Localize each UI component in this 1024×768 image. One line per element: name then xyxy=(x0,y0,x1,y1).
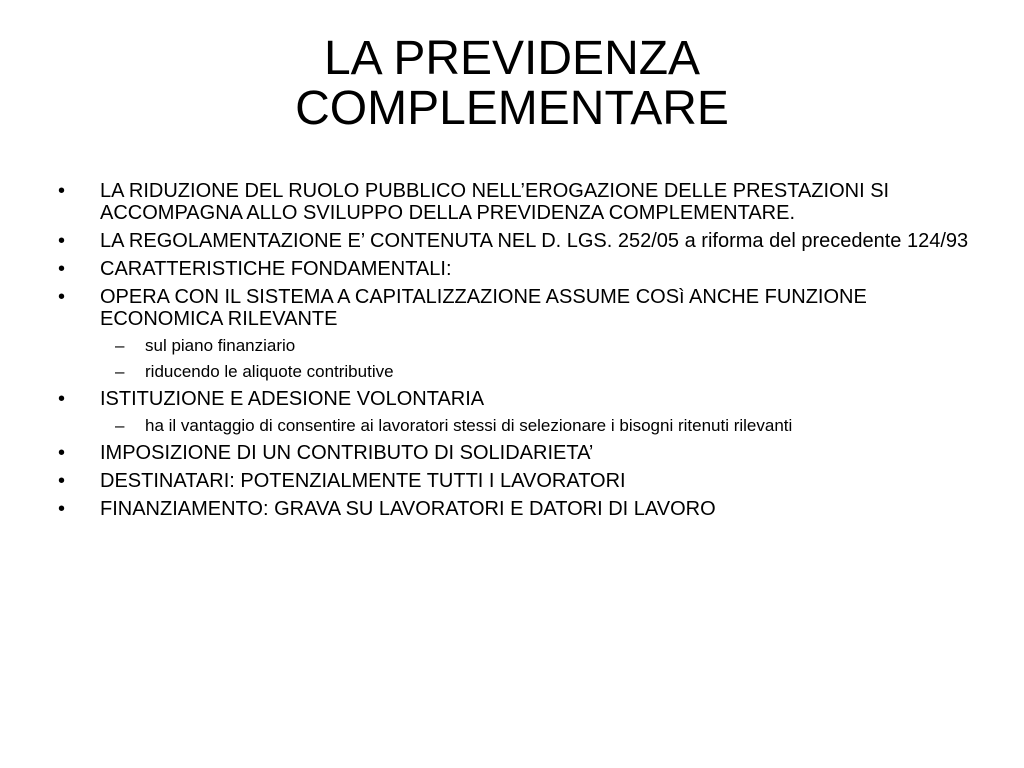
bullet-marker: • xyxy=(58,180,66,202)
bullet-text: FINANZIAMENTO: GRAVA SU LAVORATORI E DATORI DI LAVORO xyxy=(100,498,716,520)
bullet-item xyxy=(58,230,978,252)
bullet-marker: • xyxy=(58,258,66,280)
slide-title-line-2: COMPLEMENTARE xyxy=(295,82,729,135)
bullet-item xyxy=(58,498,978,520)
bullet-list xyxy=(58,180,978,526)
sub-bullet-item xyxy=(58,416,978,435)
bullet-marker: • xyxy=(58,498,66,520)
bullet-text: CARATTERISTICHE FONDAMENTALI: xyxy=(100,258,452,280)
slide-title xyxy=(0,34,1024,134)
bullet-item xyxy=(58,180,978,224)
bullet-item xyxy=(58,388,978,410)
bullet-item xyxy=(58,258,978,280)
bullet-marker: • xyxy=(58,388,66,410)
bullet-text: IMPOSIZIONE DI UN CONTRIBUTO DI SOLIDARIETA’ xyxy=(100,442,594,464)
bullet-item xyxy=(58,442,978,464)
bullet-marker: • xyxy=(58,286,66,308)
sub-bullet-text: ha il vantaggio di consentire ai lavoratori stessi di selezionare i bisogni ritenuti rilevanti xyxy=(145,416,793,435)
sub-bullet-item xyxy=(58,362,978,381)
bullet-marker: • xyxy=(58,230,66,252)
sub-bullet-text: riducendo le aliquote contributive xyxy=(145,362,394,381)
bullet-text: ISTITUZIONE E ADESIONE VOLONTARIA xyxy=(100,388,485,410)
bullet-marker: • xyxy=(58,470,66,492)
bullet-text: DESTINATARI: POTENZIALMENTE TUTTI I LAVORATORI xyxy=(100,470,626,492)
bullet-text: OPERA CON IL SISTEMA A CAPITALIZZAZIONE ASSUME COSì ANCHE FUNZIONE ECONOMICA RILEVANTE xyxy=(100,286,867,330)
bullet-text: LA RIDUZIONE DEL RUOLO PUBBLICO NELL’EROGAZIONE DELLE PRESTAZIONI SI ACCOMPAGNA ALLO SVILUPPO DELLA PREVIDENZA COMPLEMENTARE. xyxy=(100,180,890,224)
bullet-text: LA REGOLAMENTAZIONE E’ CONTENUTA NEL D. LGS. 252/05 a riforma del precedente 124/93 xyxy=(100,230,969,252)
bullet-item xyxy=(58,470,978,492)
sub-bullet-marker: – xyxy=(115,416,125,435)
sub-bullet-marker: – xyxy=(115,336,125,355)
sub-bullet-item xyxy=(58,336,978,355)
slide-title-line-1: LA PREVIDENZA xyxy=(323,32,701,85)
sub-bullet-marker: – xyxy=(115,362,125,381)
sub-bullet-text: sul piano finanziario xyxy=(145,336,296,355)
bullet-item xyxy=(58,286,978,330)
bullet-marker: • xyxy=(58,442,66,464)
